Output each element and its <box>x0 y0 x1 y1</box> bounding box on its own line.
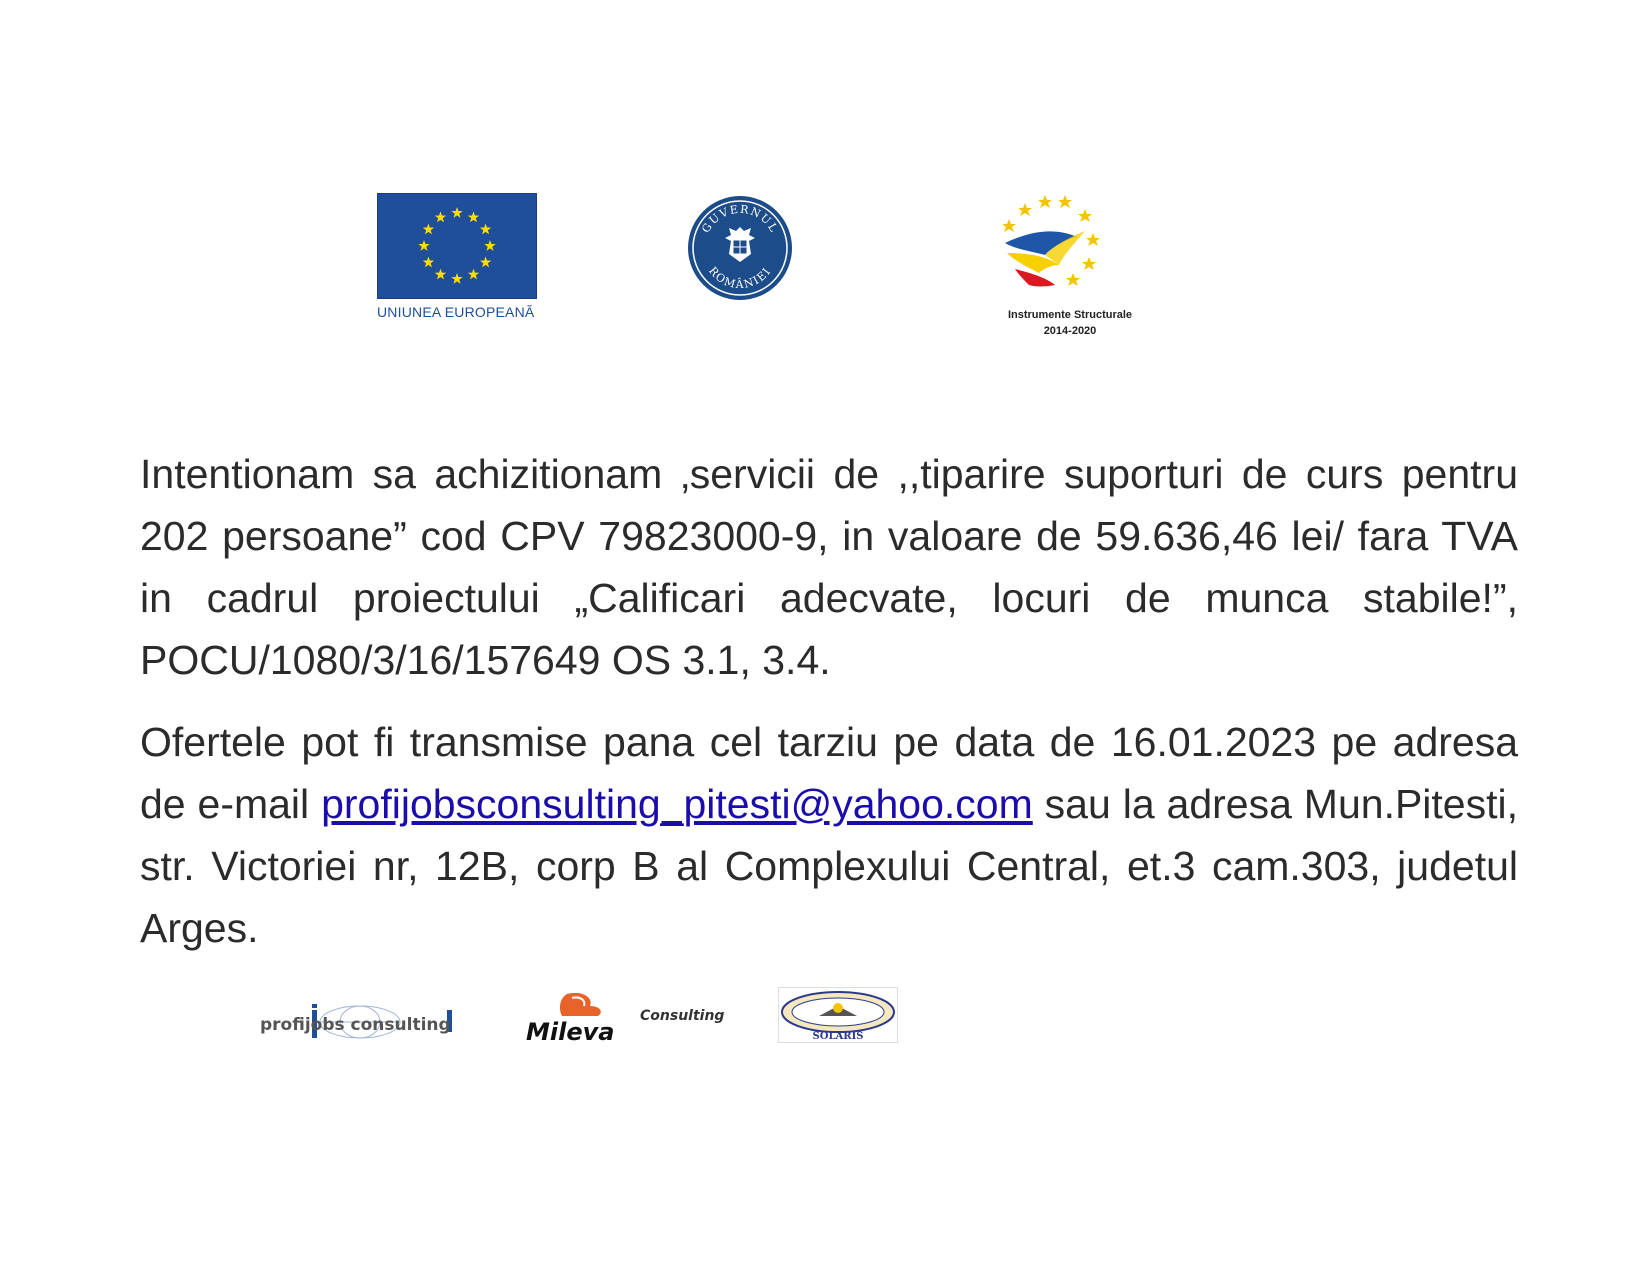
gov-text-top: GUVERNUL <box>699 202 781 236</box>
romanian-government-seal-icon <box>685 193 795 303</box>
eu-flag-icon <box>377 193 537 299</box>
structural-caption-line2: 2014-2020 <box>1043 325 1097 337</box>
mileva-logo <box>522 988 730 1044</box>
structural-instruments-icon <box>985 193 1155 301</box>
eu-star-icon <box>418 240 429 251</box>
eu-star-icon <box>451 273 462 284</box>
eu-star-icon <box>435 211 446 222</box>
eu-caption: UNIUNEA EUROPEANĂ <box>377 304 535 320</box>
eu-star-icon <box>468 269 479 280</box>
eu-star-icon <box>423 257 434 268</box>
offers-text-before: Ofertele pot fi transmise pana cel tarziu pe data de 16.01.2023 pe adresa de e-mail <box>140 719 1518 827</box>
structural-caption-line1: Instrumente Structurale <box>1007 309 1133 321</box>
eu-star-icon <box>480 224 491 235</box>
solaris-text: SOLARIS <box>812 1031 864 1042</box>
solaris-logo <box>778 987 898 1043</box>
profijobs-text: profijobs consulting <box>260 1015 451 1035</box>
mileva-consulting-text: Consulting <box>640 1008 725 1024</box>
email-link[interactable]: profijobsconsulting_pitesti@yahoo.com <box>321 781 1033 827</box>
eu-star-icon <box>435 269 446 280</box>
eu-star-icon <box>468 211 479 222</box>
eu-star-icon <box>484 240 495 251</box>
eu-star-icon <box>480 257 491 268</box>
structural-instruments-logo <box>985 193 1155 338</box>
eu-logo <box>377 193 537 323</box>
eu-star-icon <box>423 224 434 235</box>
eu-star-icon <box>451 207 462 218</box>
gov-text-bottom: ROMÂNIEI <box>706 264 774 292</box>
mileva-text: Mileva <box>526 1018 615 1044</box>
profijobs-logo <box>260 1000 500 1044</box>
offers-text-after: sau la adresa Mun.Pitesti, str. Victoriei nr, 12B, corp B al Complexului Central, et.3 cam.303, judetul Arges. <box>140 781 1519 951</box>
paragraph-offers <box>140 711 1518 959</box>
paragraph-intent: Intentionam sa achizitionam ‚servicii de ,,tiparire suporturi de curs pentru 202 persoane” cod CPV 79823000-9, in valoare de 59.636,46 lei/ fara TVA in cadrul proiectului „Calificari adecvate, locuri de munca stabile!”, POCU/1080/3/16/157649 OS 3.1, 3.4. <box>140 451 1518 683</box>
